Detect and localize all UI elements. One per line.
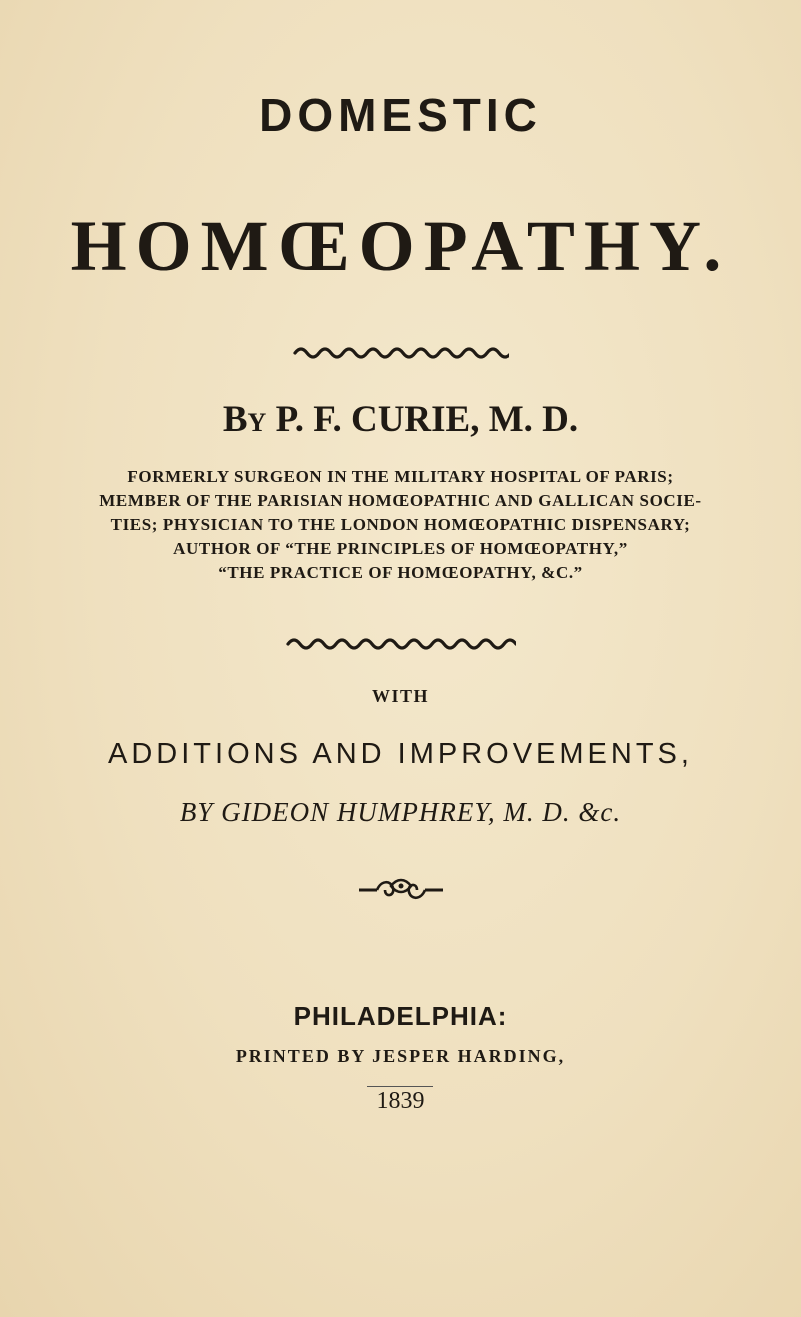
wavy-ornament-icon [293, 344, 509, 360]
wavy-ornament-icon [286, 635, 516, 651]
credential-line: TIES; PHYSICIAN TO THE LONDON HOMŒOPATHIC DISPENSARY; [110, 515, 691, 534]
title-line-homoeopathy: HOMŒOPATHY. [70, 206, 731, 286]
ornamental-rule-top [0, 344, 801, 360]
year-rule [367, 1086, 433, 1087]
credential-line: MEMBER OF THE PARISIAN HOMŒOPATHIC AND GALLICAN SOCIE- [99, 491, 702, 510]
credential-line: AUTHOR OF “THE PRINCIPLES OF HOMŒOPATHY,” [173, 539, 628, 558]
editor-line: BY GIDEON HUMPHREY, M. D. &c. [179, 797, 622, 827]
imprint-year: 1839 [376, 1088, 425, 1114]
with-label: WITH [371, 686, 429, 706]
author-by: By [222, 399, 267, 440]
imprint-printer: PRINTED BY JESPER HARDING, [235, 1046, 566, 1066]
imprint-place: PHILADELPHIA: [293, 1001, 508, 1031]
author-line [0, 398, 801, 441]
printers-flourish-icon [355, 877, 447, 903]
title-line-domestic: DOMESTIC [259, 89, 542, 141]
ornamental-rule-middle [0, 635, 801, 651]
credential-line: FORMERLY SURGEON IN THE MILITARY HOSPITAL OF PARIS; [127, 467, 674, 486]
additions-line: ADDITIONS AND IMPROVEMENTS, [108, 738, 693, 770]
author-name: P. F. CURIE, M. D. [275, 399, 579, 440]
credential-line: “THE PRACTICE OF HOMŒOPATHY, &C.” [218, 563, 583, 582]
